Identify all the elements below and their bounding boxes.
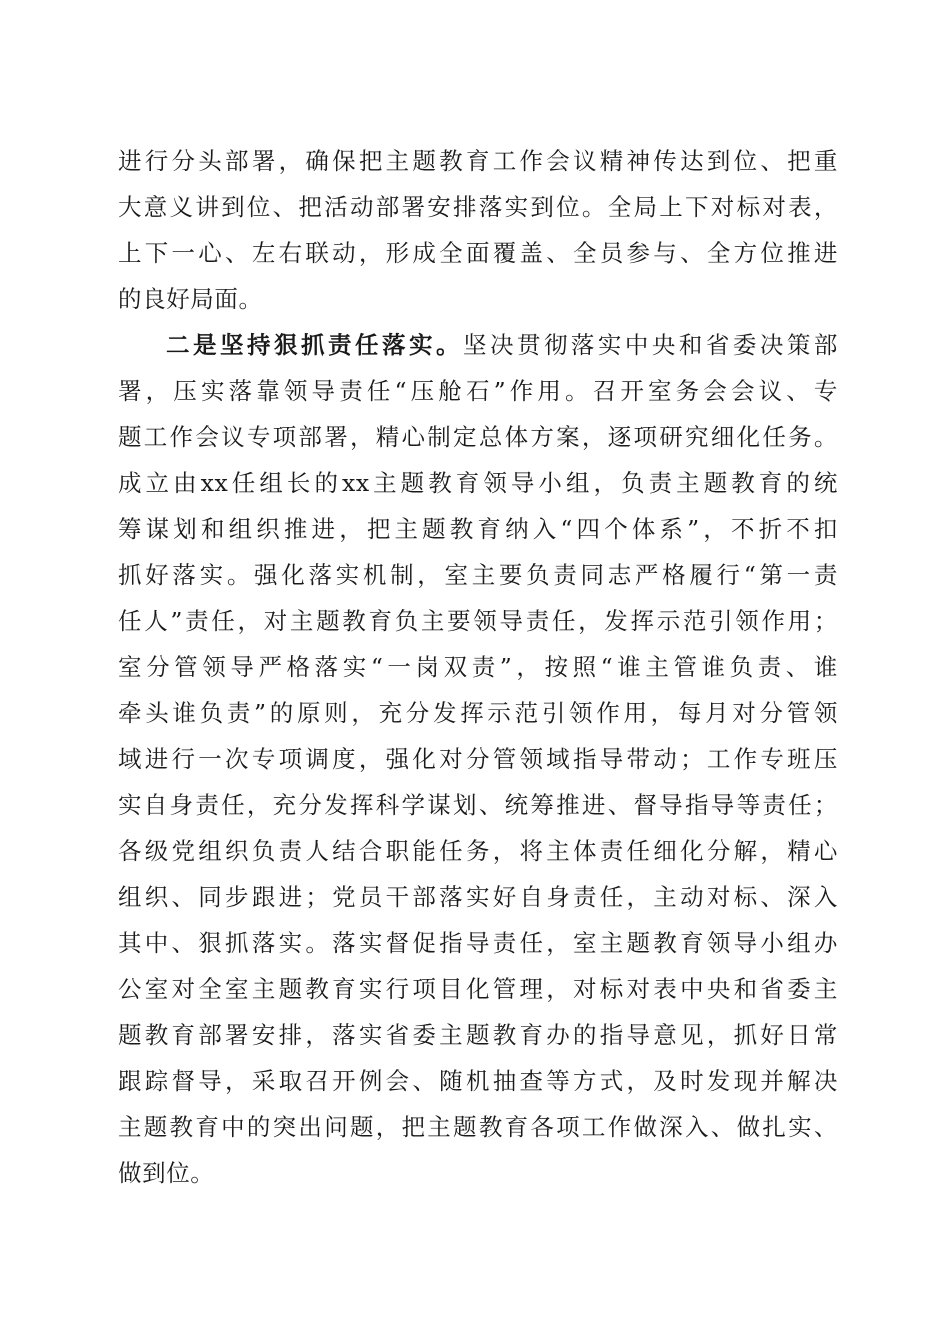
paragraph-2-line: 题教育部署安排，落实省委主题教育办的指导意见，抓好日常 <box>118 1021 838 1049</box>
paragraph-1-line: 的良好局面。 <box>118 285 263 313</box>
paragraph-2-first-line-text: 坚决贯彻落实中央和省委决策部 <box>462 331 838 359</box>
paragraph-2-line: 抓好落实。强化落实机制，室主要负责同志严格履行“第一责 <box>118 561 838 589</box>
paragraph-2-first-line <box>118 322 838 368</box>
document-body <box>118 138 838 1196</box>
paragraph-2-line: 室分管领导严格落实“一岗双责”，按照“谁主管谁负责、谁 <box>118 653 838 681</box>
paragraph-2-line: 实自身责任，充分发挥科学谋划、统筹推进、督导指导等责任； <box>118 791 838 819</box>
paragraph-2-line: 各级党组织负责人结合职能任务，将主体责任细化分解，精心 <box>118 837 838 865</box>
paragraph-2-line: 其中、狠抓落实。落实督促指导责任，室主题教育领导小组办 <box>118 929 838 957</box>
paragraph-2-line: 署，压实落靠领导责任“压舱石”作用。召开室务会会议、专 <box>118 377 838 405</box>
paragraph-2-line: 公室对全室主题教育实行项目化管理，对标对表中央和省委主 <box>118 975 838 1003</box>
paragraph-1-line: 大意义讲到位、把活动部署安排落实到位。全局上下对标对表， <box>118 193 838 221</box>
paragraph-2-line: 题工作会议专项部署，精心制定总体方案，逐项研究细化任务。 <box>118 423 838 451</box>
paragraph-2-line: 牵头谁负责”的原则，充分发挥示范引领作用，每月对分管领 <box>118 699 838 727</box>
paragraph-2-line: 成立由xx任组长的xx主题教育领导小组，负责主题教育的统 <box>118 469 838 497</box>
paragraph-1-line: 上下一心、左右联动，形成全面覆盖、全员参与、全方位推进 <box>118 239 838 267</box>
paragraph-2 <box>118 322 838 1196</box>
paragraph-2-line: 筹谋划和组织推进，把主题教育纳入“四个体系”，不折不扣 <box>118 515 838 543</box>
paragraph-2-line: 组织、同步跟进；党员干部落实好自身责任，主动对标、深入 <box>118 883 838 911</box>
paragraph-1-line: 进行分头部署，确保把主题教育工作会议精神传达到位、把重 <box>118 147 838 175</box>
paragraph-2-line: 跟踪督导，采取召开例会、随机抽查等方式，及时发现并解决 <box>118 1067 838 1095</box>
paragraph-2-line: 主题教育中的突出问题，把主题教育各项工作做深入、做扎实、 <box>118 1113 838 1141</box>
paragraph-2-line: 做到位。 <box>118 1159 215 1187</box>
paragraph-2-line: 域进行一次专项调度，强化对分管领域指导带动；工作专班压 <box>118 745 838 773</box>
paragraph-1 <box>118 138 838 322</box>
paragraph-2-heading: 二是坚持狠抓责任落实。 <box>166 331 463 359</box>
paragraph-2-line: 任人”责任，对主题教育负主要领导责任，发挥示范引领作用； <box>118 607 838 635</box>
